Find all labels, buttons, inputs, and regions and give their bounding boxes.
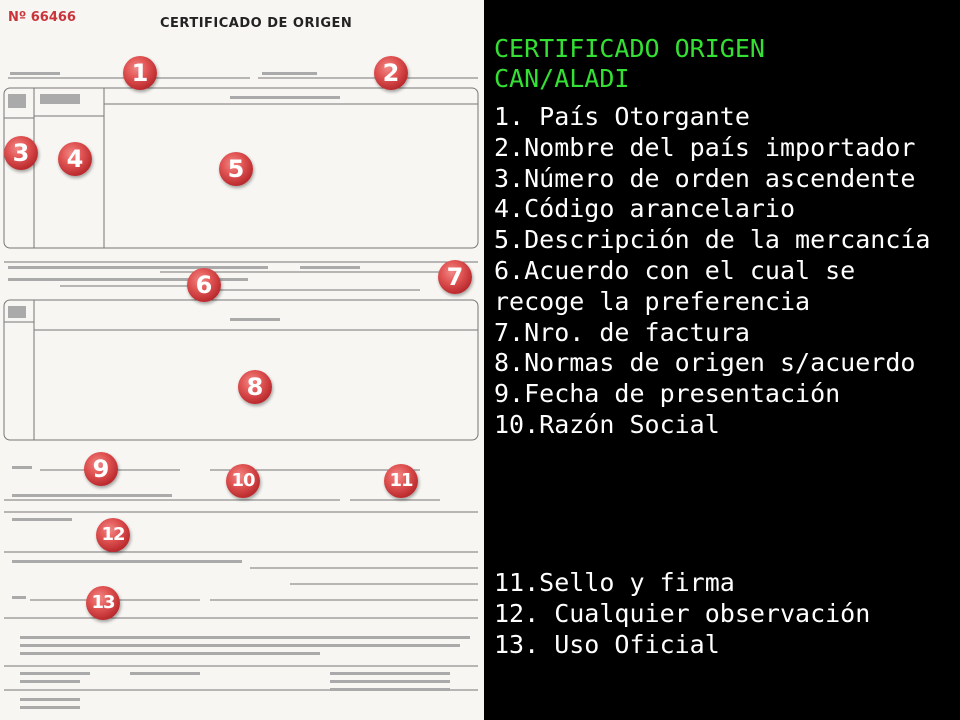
marker-5: 5 — [219, 152, 253, 186]
marker-6: 6 — [187, 268, 221, 302]
marker-10: 10 — [226, 464, 260, 498]
marker-11: 11 — [384, 464, 418, 498]
panel-title: CERTIFICADO ORIGEN CAN/ALADI — [494, 34, 765, 93]
marker-8: 8 — [238, 370, 272, 404]
marker-2: 2 — [374, 56, 408, 90]
marker-1: 1 — [123, 56, 157, 90]
legend-item-11: 11.Sello y firma — [494, 568, 735, 597]
legend-list-second — [494, 568, 954, 660]
legend-item-10: 10.Razón Social — [494, 409, 720, 439]
serial-number: Nº 66466 — [8, 10, 76, 25]
form-title: CERTIFICADO DE ORIGEN — [160, 16, 353, 31]
legend-item-12: 12. Cualquier observación — [494, 598, 871, 628]
marker-3: 3 — [4, 136, 38, 170]
legend-panel — [484, 0, 960, 720]
legend-item-9: 9.Fecha de presentación — [494, 379, 841, 409]
legend-item-7: 7.Nro. de factura — [494, 317, 750, 347]
legend-item-3: 3.Número de orden ascendente — [494, 163, 916, 193]
marker-13: 13 — [86, 586, 120, 620]
legend-list-first — [494, 102, 954, 441]
legend-item-8: 8.Normas de origen s/acuerdo — [494, 348, 916, 378]
legend-item-5: 5.Descripción de la mercancía — [494, 225, 931, 255]
legend-item-6: 6.Acuerdo con el cual se recoge la preferencia — [494, 255, 856, 316]
legend-item-4: 4.Código arancelario — [494, 194, 796, 224]
marker-4: 4 — [58, 142, 92, 176]
marker-9: 9 — [84, 452, 118, 486]
marker-7: 7 — [438, 260, 472, 294]
marker-12: 12 — [96, 518, 130, 552]
legend-item-13: 13. Uso Oficial — [494, 629, 720, 659]
legend-item-1: 1. País Otorgante — [494, 102, 750, 131]
legend-item-2: 2.Nombre del país importador — [494, 132, 916, 162]
